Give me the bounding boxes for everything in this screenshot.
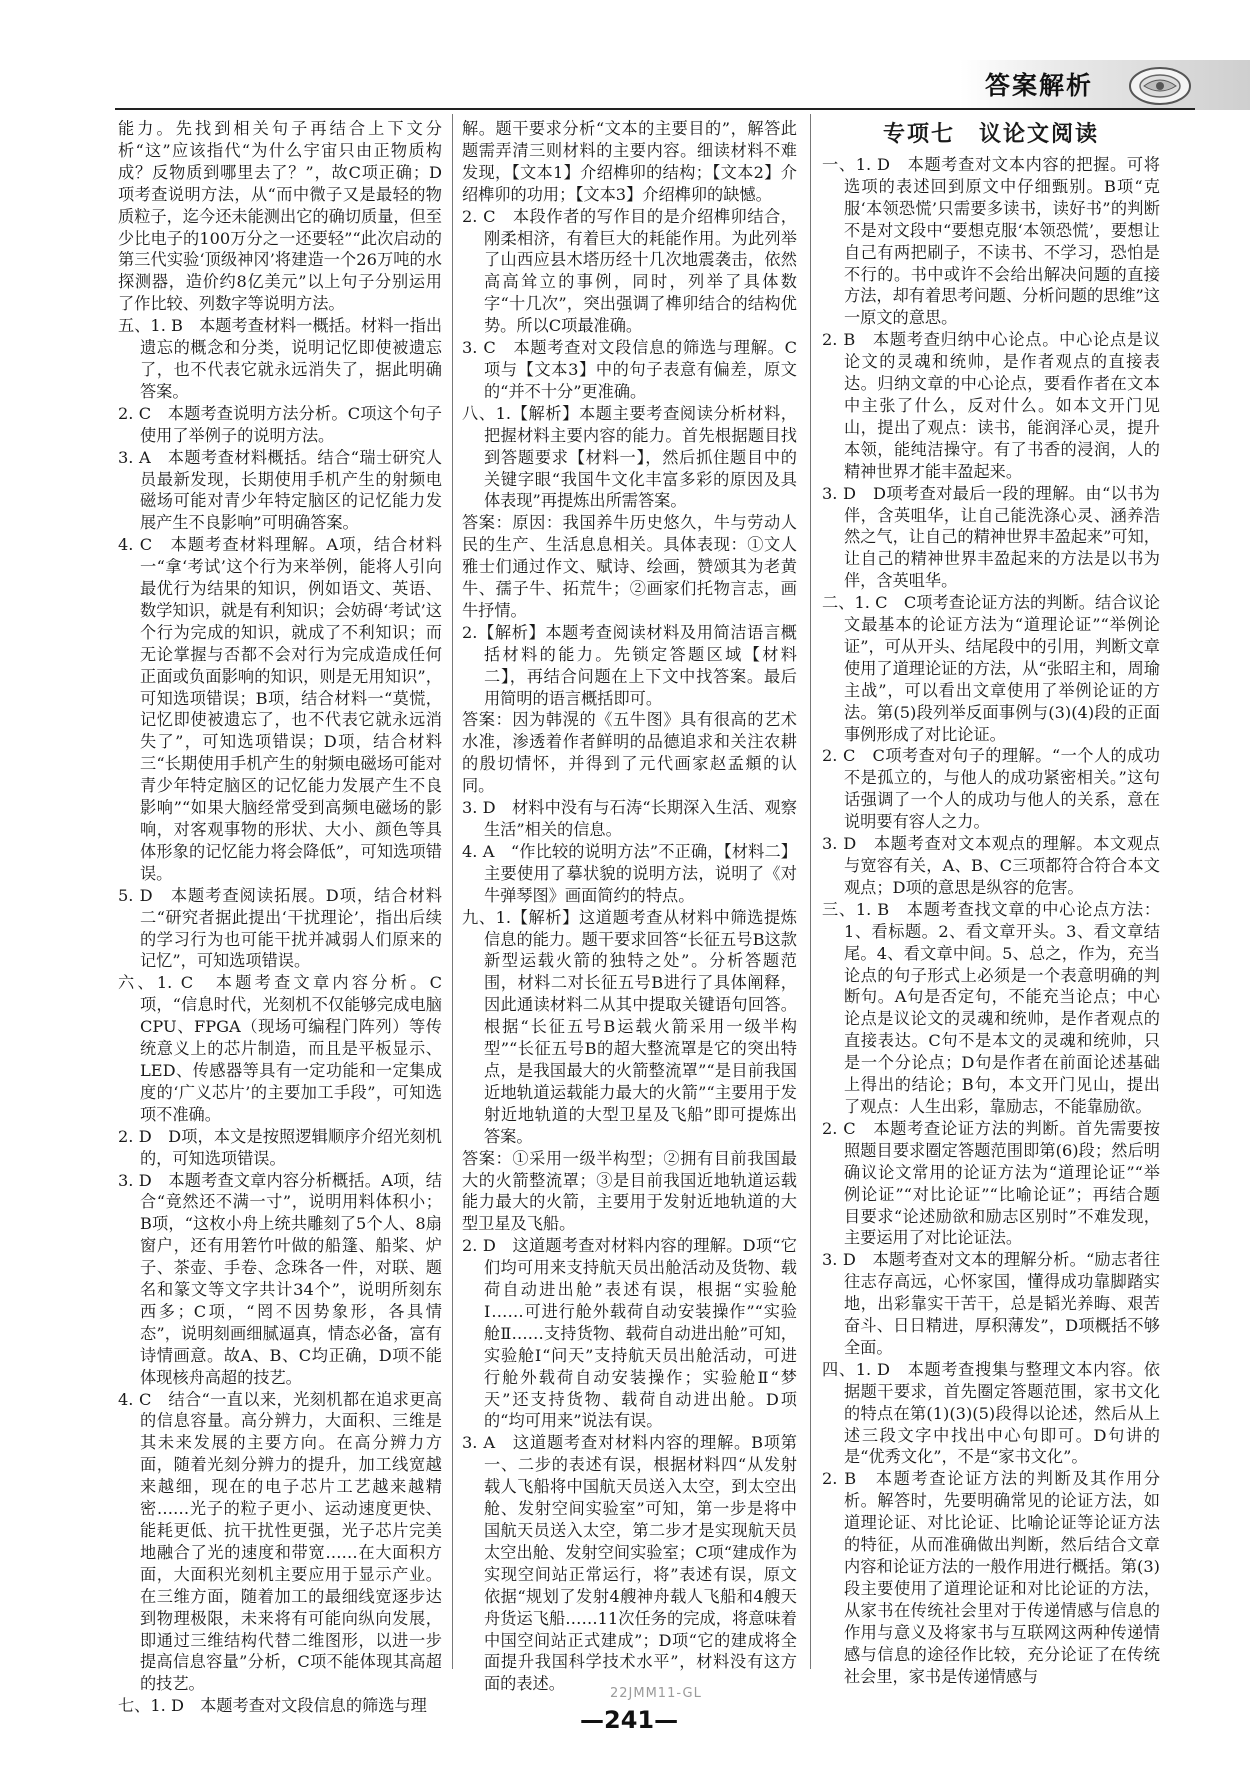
- column-divider: [810, 114, 811, 1669]
- answer-paragraph: 九、1.【解析】这道题考查从材料中筛选提炼信息的能力。题干要求回答“长征五号B这款新型运载火箭的独特之处”。分析答题范围，材料二对长征五号B进行了具体阐释，因此通读材料二从其中提取关键语句回答。根据“长征五号B运载火箭采用一级半构型”“长征五号B的超大整流罩是它的突出特点，是我国最大的火箭整流罩”“是目前我国近地轨道运载能力最大的火箭”“主要用于发射近地轨道的大型卫星及飞船”即可提炼出答案。: [462, 907, 797, 1146]
- answer-paragraph: 2. B 本题考查论证方法的判断及其作用分析。解答时，先要明确常见的论证方法，如道理论证、对比论证、比喻论证等论证方法的特征，从而准确做出判断，然后结合文章内容和论证方法的一般作用进行概括。第(3)段主要使用了道理论证和对比论证的方法，从家书在传统社会里对于传递情感与信息的作用与意义及将家书与互联网这两种传递情感与信息的途径作比较，充分论证了在传统社会里，家书是传递情感与: [822, 1469, 1160, 1686]
- section-title: 专项七 议论文阅读: [882, 122, 1099, 147]
- answer-paragraph: 3. D 本题考查对文本的理解分析。“励志者往往志存高远，心怀家国，懂得成功靠脚踏实地，出彩靠实干苦干，总是韬光养晦、艰苦奋斗、日日精进，厚积薄发”，D项概括不够全面。: [822, 1250, 1160, 1357]
- answer-text: 答案：①采用一级半构型；②拥有目前我国最大的火箭整流罩；③是目前我国近地轨道运载能力最大的火箭，主要用于发射近地轨道的大型卫星及飞船。: [462, 1148, 797, 1234]
- answer-paragraph: 五、1. B 本题考查材料一概括。材料一指出遗忘的概念和分类，说明记忆即使被遗忘了，也不代表它就永远消失了，据此明确答案。: [118, 316, 442, 401]
- answer-paragraph: 能力。先找到相关句子再结合上下文分析“这”应该指代“为什么宇宙只由正物质构成？反物质到哪里去了？”，故C项正确；D项考查说明方法，从“而中微子又是最轻的物质粒子，迄今还未能测出它的确切质量，但至少比电子的100万分之一还要轻”“此次启动的第三代实验‘顶级神冈’将建造一个26万吨的水探测器，造价约8亿美元”以上句子分别运用了作比较、列数字等说明方法。: [118, 119, 442, 314]
- answer-paragraph: 3. C 本题考查对文段信息的筛选与理解。C项与【文本3】中的句子表意有偏差，原文的“并不十分”更准确。: [462, 338, 797, 401]
- answer-paragraph: 3. A 这道题考查对材料内容的理解。B项第一、二步的表述有误，根据材料四“从发射载人飞船将中国航天员送入太空，到太空出舱、发射空间实验室”可知，第一步是将中国航天员送入太空，第二步才是实现航天员太空出舱、发射空间实验室；C项“建成作为实现空间站正常运行，将”表述有误，原文依据“规划了发射4艘神舟载人飞船和4艘天舟货运飞船……11次任务的完成，将意味着中国空间站正式建成”；D项“它的建成将全面提升我国科学技术水平”，材料没有这方面的表述。: [462, 1433, 797, 1694]
- answer-paragraph: 一、1. D 本题考查对文本内容的把握。可将选项的表述回到原文中仔细甄别。B项“克服‘本领恐慌’只需要多读书，读好书”的判断不是对文段中“要想克服‘本领恐慌’，要想让自己有两把刷子，不读书、不学习，恐怕是不行的。书中或许不会给出解决问题的直接方法，却有着思考问题、分析问题的思维”这一原文的意思。: [822, 155, 1160, 328]
- column-divider: [452, 114, 453, 1669]
- answer-paragraph: 六、1. C 本题考查文章内容分析。C项，“信息时代，光刻机不仅能够完成电脑CPU、FPGA（现场可编程门阵列）等传统意义上的芯片制造，而且是平板显示、LED、传感器等具有一定功能和一定集成度的‘广义芯片’的主要加工手段”，可知选项不准确。: [118, 973, 442, 1124]
- header-rule: [115, 108, 1195, 110]
- answer-paragraph: 2.【解析】本题考查阅读材料及用简洁语言概括材料的能力。先锁定答题区域【材料二】，再结合问题在上下文中找答案。最后用简明的语言概括即可。: [462, 622, 797, 708]
- answer-paragraph: 2. C 本段作者的写作目的是介绍榫卯结合，刚柔相济，有着巨大的耗能作用。为此列举了山西应县木塔历经十几次地震袭击，依然高高耸立的事例，同时，列举了具体数字“十几次”，突出强调了榫卯结合的结构优势。所以C项最准确。: [462, 206, 797, 336]
- answer-paragraph: 八、1.【解析】本题主要考查阅读分析材料，把握材料主要内容的能力。首先根据题目找到答题要求【材料一】，然后抓住题目中的关键字眼“我国牛文化丰富多彩的原因及具体表现”再提炼出所需答案。: [462, 403, 797, 511]
- answer-paragraph: 2. D 这道题考查对材料内容的理解。D项“它们均可用来支持航天员出舱活动及货物、载荷自动进出舱”表述有误，根据“实验舱Ⅰ……可进行舱外载荷自动安装操作”“实验舱Ⅱ……支持货物、载荷自动进出舱”可知，实验舱Ⅰ“问天”支持航天员出舱活动，可进行舱外载荷自动安装操作；实验舱Ⅱ“梦天”还支持货物、载荷自动进出舱。D项的“均可用来”说法有误。: [462, 1236, 797, 1431]
- answer-paragraph: 3. D 本题考查对文本观点的理解。本文观点与宽容有关，A、B、C三项都符合符合本文观点；D项的意思是纵容的危害。: [822, 834, 1160, 897]
- answer-column-1: [118, 118, 442, 1717]
- header-title: 答案解析: [985, 71, 1094, 100]
- print-code: 22JMM11-GL: [610, 1686, 702, 1701]
- answer-paragraph: 3. D 材料中没有与石涛“长期深入生活、观察生活”相关的信息。: [462, 798, 797, 839]
- answer-paragraph: 七、1. D 本题考查对文段信息的筛选与理: [118, 1696, 427, 1716]
- answer-paragraph: 二、1. C C项考查论证方法的判断。结合议论文最基本的论证方法为“道理论证”“举例论证”，可从开头、结尾段中的引用，判断文章使用了道理论证的方法，从“张昭主和，周瑜主战”，可以看出文章使用了举例论证的方法。第(5)段列举反面事例与(3)(4)段的正面事例形成了对比论证。: [822, 593, 1160, 744]
- answer-paragraph: 4. C 结合“一直以来，光刻机都在追求更高的信息容量。高分辨力，大面积、三维是其未来发展的主要方向。在高分辨力方面，随着光刻分辨力的提升，加工线宽越来越细，现在的电子芯片工艺越来越精密……光子的粒子更小、运动速度更快、能耗更低、抗干扰性更强，光子芯片完美地融合了光的速度和带宽……在大面积方面，大面积光刻机主要应用于显示产业。在三维方面，随着加工的最细线宽逐步达到物理极限，未来将有可能向纵向发展，即通过三维结构代替二维图形，以进一步提高信息容量”分析，C项不能体现其高超的技艺。: [118, 1389, 442, 1694]
- answer-column-2: [462, 118, 797, 1695]
- book-logo-icon: [1120, 62, 1196, 108]
- answer-text: 答案：原因：我国养牛历史悠久，牛与劳动人民的生产、生活息息相关。具体表现：①文人雅士们通过作文、赋诗、绘画，赞颂其为老黄牛、孺子牛、拓荒牛；②画家们托物言志，画牛抒情。: [462, 513, 797, 620]
- answer-column-3: [822, 118, 1160, 1687]
- answer-paragraph: 5. D 本题考查阅读拓展。D项，结合材料二“研究者据此提出‘干扰理论’，指出后续的学习行为也可能干扰并减弱人们原来的记忆”，可知选项错误。: [118, 885, 442, 971]
- page-number: —241—: [580, 1706, 679, 1734]
- answer-paragraph: 4. C 本题考查材料理解。A项，结合材料一“拿‘考试’这个行为来举例，能将人引向最优行为结果的知识，例如语文、英语、数学知识，就是有利知识；会妨碍‘考试’这个行为完成的知识，就成了不利知识；而无论掌握与否都不会对行为完成造成任何正面或负面影响的知识，则是无用知识”，可知选项错误；B项，结合材料一“莫慌，记忆即使被遗忘了，也不代表它就永远消失了”，可知选项错误；D项，结合材料三“长期使用手机产生的射频电磁场可能对青少年特定脑区的记忆能力发展产生不良影响”“如果大脑经常受到高频电磁场的影响，对客观事物的形状、大小、颜色等具体形象的记忆能力将会降低”，可知选项错误。: [118, 535, 442, 883]
- answer-paragraph: 3. A 本题考查材料概括。结合“瑞士研究人员最新发现，长期使用手机产生的射频电磁场可能对青少年特定脑区的记忆能力发展产生不良影响”可明确答案。: [118, 447, 442, 533]
- answer-paragraph: 2. B 本题考查归纳中心论点。中心论点是议论文的灵魂和统帅，是作者观点的直接表达。归纳文章的中心论点，要看作者在文本中主张了什么，反对什么。如本文开门见山，提出了观点：读书，能润泽心灵，提升本领，能纯洁操守。有了书香的浸润，人的精神世界才能丰盈起来。: [822, 330, 1160, 481]
- answer-paragraph: 4. A “作比较的说明方法”不正确，【材料二】主要使用了摹状貌的说明方法，说明了《对牛弹琴图》画面简约的特点。: [462, 841, 797, 905]
- answer-paragraph: 2. C C项考查对句子的理解。“一个人的成功不是孤立的，与他人的成功紧密相关。”这句话强调了一个人的成功与他人的关系，意在说明要有容人之力。: [822, 746, 1160, 832]
- answer-paragraph: 三、1. B 本题考查找文章的中心论点方法：1、看标题。2、看文章开头。3、看文章结尾。4、看文章中间。5、总之，作为，充当论点的句子形式上必须是一个表意明确的判断句。A句是否定句，不能充当论点；中心论点是议论文的灵魂和统帅，是作者观点的直接表达。C句不是本文的灵魂和统帅，只是一个分论点；D句是作者在前面论述基础上得出的结论；B句，本文开门见山，提出了观点：人生出彩，靠励志，不能靠励欲。: [822, 899, 1160, 1116]
- answer-paragraph: 四、1. D 本题考查搜集与整理文本内容。依据题干要求，首先圈定答题范围，家书文化的特点在第(1)(3)(5)段得以论述，然后从上述三段文字中找出中心句即可。D句讲的是“优秀文化”，不是“家书文化”。: [822, 1359, 1160, 1467]
- answer-paragraph: 解。题干要求分析“文本的主要目的”，解答此题需弄清三则材料的主要内容。细读材料不难发现，【文本1】介绍榫卯的结构；【文本2】介绍榫卯的功用；【文本3】介绍榫卯的缺憾。: [462, 119, 797, 204]
- answer-text: 答案：因为韩滉的《五牛图》具有很高的艺术水准，渗透着作者鲜明的品德追求和关注农耕的殷切情怀，并得到了元代画家赵孟頫的认同。: [462, 710, 797, 796]
- answer-paragraph: 2. D D项，本文是按照逻辑顺序介绍光刻机的，可知选项错误。: [118, 1126, 442, 1168]
- answer-paragraph: 3. D 本题考查文章内容分析概括。A项，结合“竟然还不满一寸”，说明用料体积小；B项，“这枚小舟上统共雕刻了5个人、8扇窗户，还有用箬竹叶做的船篷、船桨、炉子、茶壶、手卷、念珠各一件，对联、题名和篆文等文字共计34个”，说明所刻东西多；C项，“罔不因势象形，各具情态”，说明刻画细腻逼真，情态必备，富有诗情画意。故A、B、C均正确，D项不能体现核舟高超的技艺。: [118, 1170, 442, 1387]
- answer-paragraph: 2. C 本题考查说明方法分析。C项这个句子使用了举例子的说明方法。: [118, 403, 442, 445]
- answer-paragraph: 2. C 本题考查论证方法的判断。首先需要按照题目要求圈定答题范围即第(6)段；然后明确议论文常用的论证方法为“道理论证”“举例论证”“对比论证”“比喻论证”；再结合题目要求“论述励欲和励志区别时”不难发现，主要运用了对比论证法。: [822, 1118, 1160, 1248]
- answer-paragraph: 3. D D项考查对最后一段的理解。由“以书为伴，含英咀华，让自己能洗涤心灵、涵养浩然之气，让自己的精神世界丰盈起来”可知，让自己的精神世界丰盈起来的方法是以书为伴，含英咀华。: [822, 483, 1160, 591]
